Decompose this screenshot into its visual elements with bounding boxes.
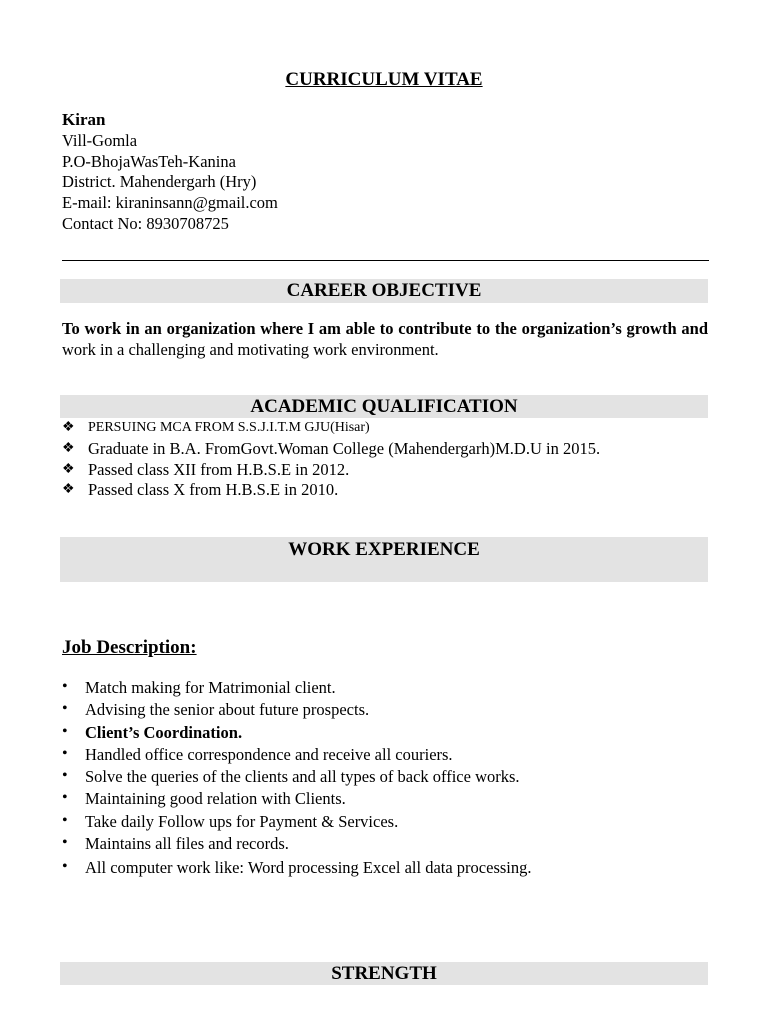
career-objective-line-2: work in a challenging and motivating work environment.: [62, 340, 439, 359]
strength-heading: [60, 962, 708, 985]
list-item: [62, 460, 600, 481]
round-bullet-icon: •: [62, 744, 68, 762]
list-item: [62, 745, 532, 767]
career-objective-heading-text: CAREER OBJECTIVE: [286, 280, 482, 301]
email-line: E-mail: kiraninsann@gmail.com: [62, 193, 278, 213]
list-item: [62, 700, 532, 722]
round-bullet-icon: •: [62, 700, 68, 718]
round-bullet-icon: •: [62, 789, 68, 807]
candidate-name: Kiran: [62, 110, 106, 129]
list-item: [62, 723, 532, 745]
contact-block: [62, 110, 278, 235]
job-duty-text: Solve the queries of the clients and all types of back office works.: [85, 767, 520, 787]
round-bullet-icon: •: [62, 767, 68, 785]
round-bullet-icon: •: [62, 678, 68, 695]
career-objective-heading: [60, 279, 708, 303]
job-duty-text: Maintains all files and records.: [85, 834, 289, 854]
qualification-text: Passed class X from H.B.S.E in 2010.: [88, 480, 339, 500]
strength-heading-text: STRENGTH: [331, 963, 437, 984]
address-district: District. Mahendergarh (Hry): [62, 172, 257, 192]
list-item: [62, 418, 600, 439]
work-experience-heading-text: WORK EXPERIENCE: [288, 539, 480, 560]
round-bullet-icon: •: [62, 722, 68, 740]
contact-number-line: Contact No: 8930708725: [62, 213, 229, 233]
academic-qualification-heading-text: ACADEMIC QUALIFICATION: [250, 396, 518, 417]
job-duty-text: Advising the senior about future prospects.: [85, 700, 370, 720]
address-post-office: P.O-BhojaWasTeh-Kanina: [62, 151, 236, 171]
round-bullet-icon: •: [62, 811, 68, 829]
job-description-heading: Job Description:: [62, 637, 197, 658]
list-item: [62, 439, 600, 460]
academic-qualification-list: [62, 418, 600, 501]
horizontal-divider: [62, 260, 709, 261]
round-bullet-icon: •: [62, 834, 68, 852]
address-village: Vill-Gomla: [62, 130, 138, 150]
list-item: [62, 678, 532, 700]
job-description-list: [62, 678, 532, 881]
job-duty-text: Handled office correspondence and receive all couriers.: [85, 744, 453, 764]
academic-qualification-heading: [60, 395, 708, 418]
career-objective-line-1: To work in an organization where I am able to contribute to the organization’s growth and: [62, 319, 708, 338]
qualification-text: Passed class XII from H.B.S.E in 2012.: [88, 459, 350, 479]
list-item: [62, 858, 532, 880]
job-duty-text: Match making for Matrimonial client.: [85, 678, 336, 697]
job-duty-text: Maintaining good relation with Clients.: [85, 789, 346, 809]
list-item: [62, 480, 600, 501]
round-bullet-icon: •: [62, 858, 68, 876]
diamond-bullet-icon: ❖: [62, 482, 75, 498]
list-item: [62, 834, 532, 856]
career-objective-text: [62, 318, 708, 360]
qualification-text: PERSUING MCA FROM S.S.J.I.T.M GJU(Hisar): [88, 420, 370, 435]
diamond-bullet-icon: ❖: [62, 420, 75, 435]
job-duty-text: Client’s Coordination.: [85, 722, 243, 742]
list-item: [62, 767, 532, 789]
list-item: [62, 812, 532, 834]
qualification-text: Graduate in B.A. FromGovt.Woman College (Mahendergarh)M.D.U in 2015.: [88, 438, 601, 458]
job-duty-text: All computer work like: Word processing Excel all data processing.: [85, 858, 532, 878]
job-duty-text: Take daily Follow ups for Payment & Services.: [85, 811, 399, 831]
document-title-text: CURRICULUM VITAE: [285, 69, 483, 90]
list-item: [62, 789, 532, 811]
work-experience-heading: [60, 537, 708, 582]
diamond-bullet-icon: ❖: [62, 461, 75, 477]
document-title: [0, 68, 768, 92]
diamond-bullet-icon: ❖: [62, 440, 75, 456]
